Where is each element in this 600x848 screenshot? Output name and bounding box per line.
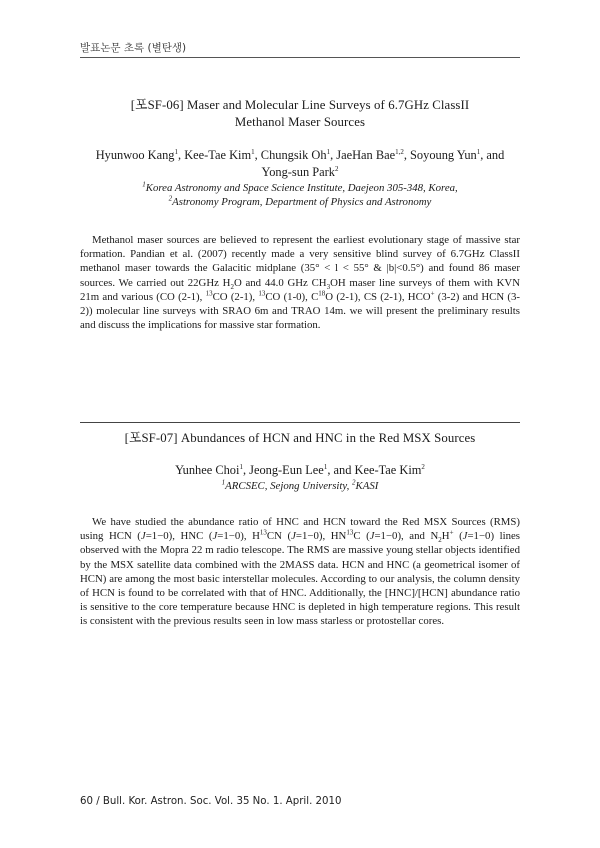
body-text: ( <box>453 530 463 543</box>
italic-symbol: J <box>369 530 375 543</box>
abstract-divider <box>80 422 520 423</box>
header-divider <box>80 57 520 58</box>
author-list <box>80 147 520 181</box>
author-affil-mark: 1 <box>251 147 255 156</box>
author-affil-mark: 2 <box>334 164 339 173</box>
body-text: =1−0), HN <box>295 530 347 543</box>
author-name: , and Kee-Tae Kim <box>327 463 422 477</box>
body-text: =1−0), H <box>217 530 260 543</box>
subscript: 2 <box>438 536 442 545</box>
author-affil-mark: 1 <box>326 147 331 156</box>
author-name: Yunhee Choi <box>175 463 240 477</box>
body-text: C ( <box>353 530 370 543</box>
body-text: CO (2-1), <box>212 290 259 303</box>
body-text: OH maser line surveys of them with KVN 21m and various (CO (2-1), <box>80 276 520 303</box>
affil-mark: 2 <box>352 478 356 487</box>
italic-symbol: J <box>212 530 218 543</box>
author-name: , and Yong-sun Park <box>261 148 505 179</box>
author-name: , Soyoung Yun <box>403 148 477 162</box>
abstract-title-line2: Methanol Maser Sources <box>234 115 366 129</box>
affiliation-1 <box>80 181 520 195</box>
italic-symbol: J <box>291 530 296 543</box>
author-affil-mark: 1 <box>174 147 178 156</box>
affil-mark: 2 <box>168 194 173 203</box>
author-affil-mark: 1 <box>323 462 328 471</box>
abstract-title-line1: [포SF-06] Maser and Molecular Line Surveys of 6.7GHz ClassII <box>130 98 470 112</box>
superscript: 13 <box>205 289 213 298</box>
body-text: H <box>441 530 450 543</box>
running-header: 발표논문 초록 (별탄생) <box>80 42 187 54</box>
abstract-title <box>80 430 520 447</box>
italic-symbol: J <box>140 530 146 543</box>
page-footer: 60 / Bull. Kor. Astron. Soc. Vol. 35 No. 1. April. 2010 <box>80 796 342 807</box>
superscript: 18 <box>318 289 326 298</box>
body-text: =1−0) lines observed with the Mopra 22 m radio telescope. The RMS are massive young stellar objects identified by the MSX satellite data combined with the 2MASS data. HCN and HNC (a geometrical isomer of HCN) are among the most basic interstellar molecules. According to our analysis, the column density of HCN is found to be correlated with that of HNC. Additionally, the [HNC]/[HCN] abundance ratio is sensitive to the core temperature because HNC is depleted in high temperature regions. This result is consistent with the previous results seen in low mass starless or protostellar cores. <box>80 530 520 628</box>
superscript: + <box>430 289 435 298</box>
abstract-body <box>80 515 520 629</box>
author-name: , Chungsik Oh <box>254 148 327 162</box>
abstract-title <box>80 97 520 131</box>
affiliations <box>80 479 520 493</box>
body-text: Methanol maser sources are believed to represent the earliest evolutionary stage of massive star formation. Pandian et al. (2007) recently made a very sensitive blind survey of 6.7GHz ClassII methanol maser towards the Galacitic midplane (35° < l < 55° & |b|<0.5°) and found 86 maser sources. We carried out 22GHz H <box>80 234 520 289</box>
superscript: 13 <box>346 528 354 537</box>
body-text: CO (1-0), C <box>265 290 319 303</box>
body-text: (3-2) and HCN (3-2)) molecular line surveys with SRAO 6m and TRAO 14m. we will present the preliminary results and discuss the implications for massive star formation. <box>80 290 520 332</box>
affil-text: Astronomy Program, Department of Physics and Astronomy <box>172 196 432 208</box>
affiliation-2 <box>80 195 520 209</box>
body-text: =1−0), and N <box>374 530 439 543</box>
subscript: 2 <box>230 282 234 291</box>
affil-mark: 1 <box>142 180 146 189</box>
author-name: Hyunwoo Kang <box>95 148 175 162</box>
body-text: =1−0), HNC ( <box>145 530 213 543</box>
italic-symbol: J <box>462 530 468 543</box>
body-text: CN ( <box>266 530 292 543</box>
affil-text: Korea Astronomy and Space Science Institute, Daejeon 305-348, Korea, <box>145 182 458 194</box>
body-text: We have studied the abundance ratio of HNC and HCN toward the Red MSX Sources (RMS) using HCN ( <box>80 516 520 543</box>
affil-text: KASI <box>355 480 379 492</box>
abstract-body <box>80 233 520 332</box>
superscript: 13 <box>259 528 267 537</box>
author-list <box>80 462 520 479</box>
abstract-sf06 <box>80 97 520 332</box>
body-text: O and 44.0 GHz CH <box>233 276 327 289</box>
author-affil-mark: 1,2 <box>395 147 404 156</box>
author-affil-mark: 2 <box>421 462 425 471</box>
affil-text: ARCSEC, Sejong University, <box>225 480 353 492</box>
superscript: + <box>449 528 454 537</box>
author-name: , Kee-Tae Kim <box>178 148 252 162</box>
body-text: O (2-1), CS (2-1), HCO <box>325 290 431 303</box>
author-name: , Jeong-Eun Lee <box>242 463 324 477</box>
author-affil-mark: 1 <box>476 147 481 156</box>
abstract-title-line1: [포SF-07] Abundances of HCN and HNC in the Red MSX Sources <box>124 431 476 445</box>
affil-mark: 1 <box>221 478 226 487</box>
abstract-sf07 <box>80 430 520 629</box>
author-affil-mark: 1 <box>239 462 243 471</box>
author-name: , JaeHan Bae <box>330 148 396 162</box>
superscript: 13 <box>258 289 266 298</box>
subscript: 3 <box>326 282 331 291</box>
